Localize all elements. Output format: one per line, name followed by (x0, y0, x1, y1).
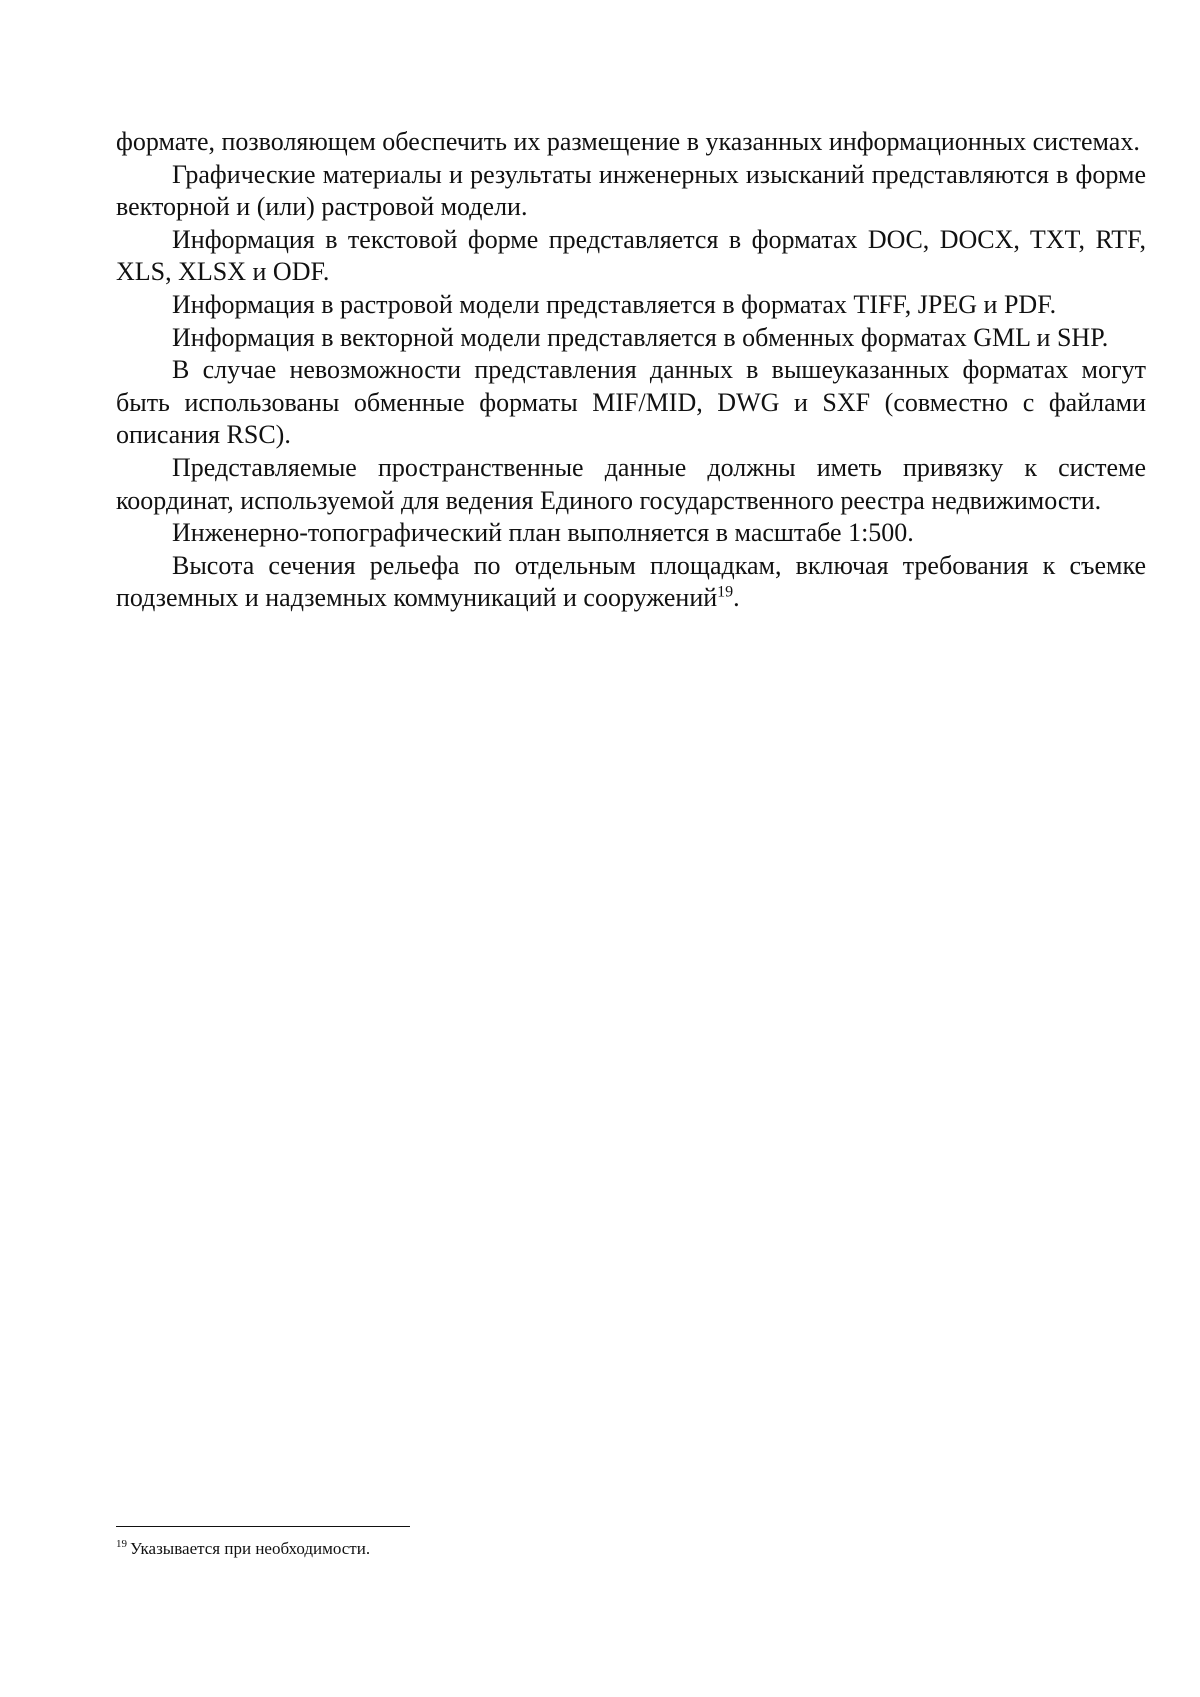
paragraph-relief-section (116, 550, 1146, 615)
paragraph-plan-scale: Инженерно-топографический план выполняется в масштабе 1:500. (172, 518, 914, 548)
footnote-number: 19 (116, 1538, 127, 1551)
paragraph-alternative-formats: В случае невозможности представления данных в вышеуказанных форматах могут быть использованы обменные форматы MIF/MID, DWG и SXF (совместно с файлами описания RSC). (116, 355, 1146, 450)
footnote-separator (116, 1526, 410, 1527)
body-text (116, 126, 1146, 615)
footnote (116, 1538, 1146, 1560)
paragraph-continuation: форматe, позволяющем обеспечить их размещение в указанных информационных системах. (116, 127, 1140, 156)
paragraph-vector-formats: Информация в векторной модели представляется в обменных форматах GML и SHP. (172, 322, 1109, 352)
paragraph-text-formats: Информация в текстовой форме представляется в форматах DOC, DOCX, TXT, RTF, XLS, XLSX и ODF. (116, 224, 1146, 287)
paragraph-raster-formats: Информация в растровой модели представляется в форматах TIFF, JPEG и PDF. (172, 289, 1057, 319)
paragraph-end-punctuation: . (733, 583, 740, 613)
relief-section-text: Высота сечения рельефа по отдельным площадкам, включая требования к съемке подземных и надземных коммуникаций и сооружений (116, 550, 1146, 613)
footnote-reference: 19 (717, 583, 734, 601)
paragraph-coordinate-system: Представляемые пространственные данные должны иметь привязку к системе координат, используемой для ведения Единого государственного реестра недвижимости. (116, 452, 1146, 515)
footnote-text: Указывается при необходимости. (130, 1539, 371, 1558)
paragraph-graphic-materials: Графические материалы и результаты инженерных изысканий представляются в форме векторной и (или) растровой модели. (116, 159, 1146, 222)
